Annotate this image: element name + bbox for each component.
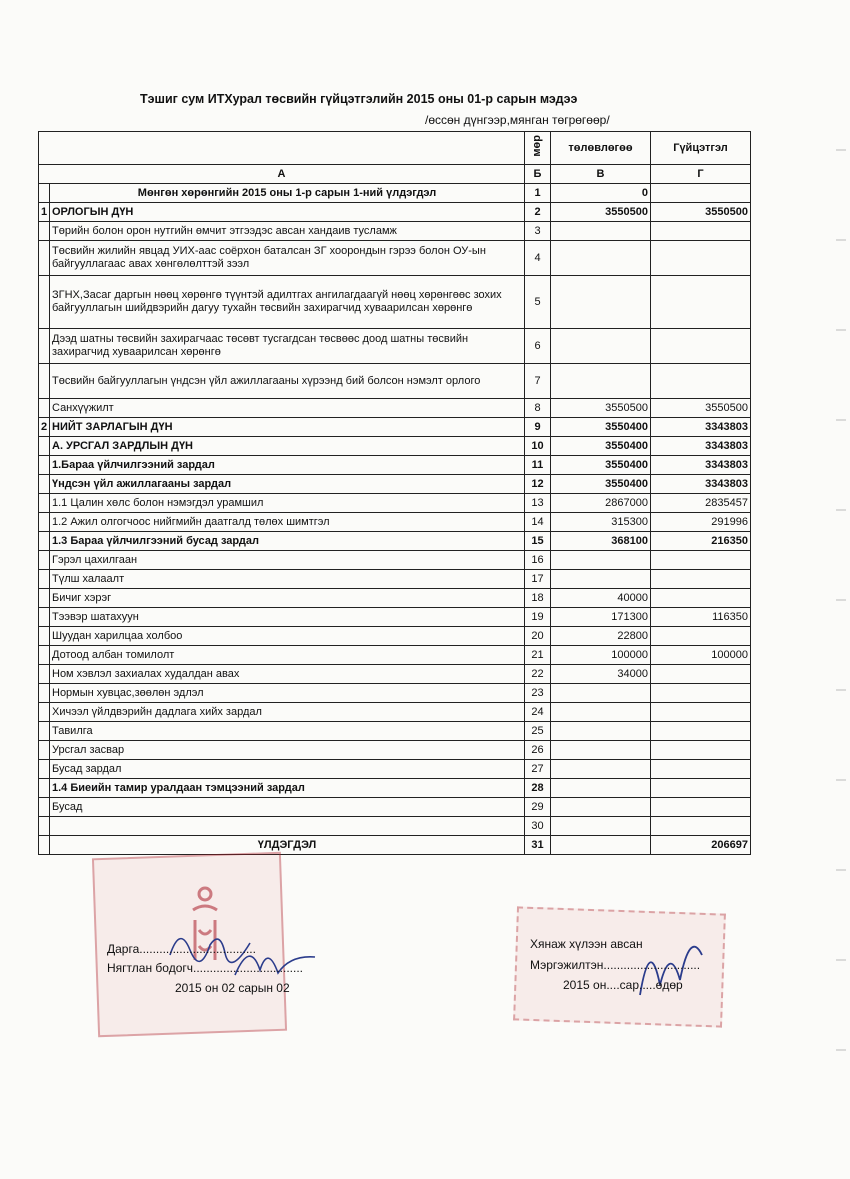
col-letter-v: В — [551, 165, 651, 184]
row-plan-value: 3550400 — [551, 437, 651, 456]
row-actual-value — [651, 779, 751, 798]
row-index: 11 — [525, 456, 551, 475]
row-index: 1 — [525, 184, 551, 203]
row-actual-value: 100000 — [651, 646, 751, 665]
row-label: Санхүүжилт — [50, 399, 525, 418]
row-actual-value: 116350 — [651, 608, 751, 627]
row-number — [39, 836, 50, 855]
table-row — [39, 329, 751, 364]
table-row — [39, 570, 751, 589]
row-label: Төсвийн байгууллагын үндсэн үйл ажиллагааны хүрээнд бий болсон нэмэлт орлого — [50, 364, 525, 399]
row-number — [39, 551, 50, 570]
row-actual-value: 3550500 — [651, 399, 751, 418]
table-row — [39, 589, 751, 608]
row-label: 1.3 Бараа үйлчилгээний бусад зардал — [50, 532, 525, 551]
table-row — [39, 456, 751, 475]
table-row — [39, 364, 751, 399]
row-index: 3 — [525, 222, 551, 241]
table-row — [39, 551, 751, 570]
row-number — [39, 329, 50, 364]
row-actual-value: 3343803 — [651, 456, 751, 475]
row-plan-value: 40000 — [551, 589, 651, 608]
row-label: Нормын хувцас,зөөлөн эдлэл — [50, 684, 525, 703]
row-index: 6 — [525, 329, 551, 364]
row-label: 1.1 Цалин хөлс болон нэмэгдэл урамшил — [50, 494, 525, 513]
table-row — [39, 608, 751, 627]
row-plan-value — [551, 364, 651, 399]
row-number — [39, 437, 50, 456]
row-number — [39, 684, 50, 703]
row-index: 18 — [525, 589, 551, 608]
table-header-row — [39, 132, 751, 165]
row-plan-value — [551, 836, 651, 855]
row-number — [39, 570, 50, 589]
row-label: ҮЛДЭГДЭЛ — [50, 836, 525, 855]
row-number — [39, 627, 50, 646]
row-actual-value: 291996 — [651, 513, 751, 532]
row-index: 26 — [525, 741, 551, 760]
row-actual-value — [651, 798, 751, 817]
row-label: Урсгал засвар — [50, 741, 525, 760]
row-actual-value — [651, 627, 751, 646]
table-row — [39, 741, 751, 760]
row-plan-value — [551, 760, 651, 779]
date-right: 2015 он....сар.....өдөр — [563, 978, 683, 992]
row-index: 4 — [525, 241, 551, 276]
row-label: А. УРСГАЛ ЗАРДЛЫН ДҮН — [50, 437, 525, 456]
table-row — [39, 836, 751, 855]
row-actual-value: 3343803 — [651, 475, 751, 494]
table-row — [39, 760, 751, 779]
row-number — [39, 364, 50, 399]
row-label: Мөнгөн хөрөнгийн 2015 оны 1-р сарын 1-ний үлдэгдэл — [50, 184, 525, 203]
row-plan-value: 3550400 — [551, 456, 651, 475]
budget-table — [38, 131, 751, 855]
row-number — [39, 494, 50, 513]
row-number — [39, 532, 50, 551]
row-plan-value — [551, 817, 651, 836]
header-plan: төлөвлөгөө — [551, 132, 651, 165]
column-letters-row — [39, 165, 751, 184]
row-index: 2 — [525, 203, 551, 222]
table-row — [39, 494, 751, 513]
table-row — [39, 241, 751, 276]
row-number — [39, 276, 50, 329]
table-row — [39, 276, 751, 329]
signature-accountant: Нягтлан бодогч................................. — [107, 961, 304, 975]
table-row — [39, 532, 751, 551]
col-letter-g: Г — [651, 165, 751, 184]
table-row — [39, 203, 751, 222]
report-title: Тэшиг сум ИТХурал төсвийн гүйцэтгэлийн 2015 оны 01-р сарын мэдээ — [140, 92, 578, 106]
row-label: Төрийн болон орон нутгийн өмчит этгээдэс авсан хандаив тусламж — [50, 222, 525, 241]
row-number — [39, 184, 50, 203]
row-index: 15 — [525, 532, 551, 551]
row-index: 24 — [525, 703, 551, 722]
row-label: ОРЛОГЫН ДҮН — [50, 203, 525, 222]
row-label: Тавилга — [50, 722, 525, 741]
row-index: 7 — [525, 364, 551, 399]
row-actual-value — [651, 184, 751, 203]
row-index: 16 — [525, 551, 551, 570]
row-index: 9 — [525, 418, 551, 437]
row-number — [39, 817, 50, 836]
row-plan-value — [551, 329, 651, 364]
row-index: 8 — [525, 399, 551, 418]
row-number — [39, 741, 50, 760]
row-label: Гэрэл цахилгаан — [50, 551, 525, 570]
row-label: ЗГНХ,Засаг даргын нөөц хөрөнгө түүнтэй адилтгах ангилагдаагүй нөөц хөрөнгөөс зохих байгууллагын шийдвэрийн дагуу тухайн төсвийн захирагчид хуваарилсан хөрөнгө — [50, 276, 525, 329]
table-row — [39, 475, 751, 494]
table-row — [39, 513, 751, 532]
header-actual: Гүйцэтгэл — [651, 132, 751, 165]
row-number — [39, 222, 50, 241]
row-index: 25 — [525, 722, 551, 741]
signature-specialist: Мэргэжилтэн............................. — [530, 958, 701, 972]
table-row — [39, 437, 751, 456]
table-row — [39, 722, 751, 741]
row-label — [50, 817, 525, 836]
table-row — [39, 222, 751, 241]
row-index: 20 — [525, 627, 551, 646]
table-row — [39, 399, 751, 418]
row-plan-value: 2867000 — [551, 494, 651, 513]
table-row — [39, 798, 751, 817]
row-index: 31 — [525, 836, 551, 855]
row-actual-value — [651, 551, 751, 570]
row-label: НИЙТ ЗАРЛАГЫН ДҮН — [50, 418, 525, 437]
row-label: Шуудан харилцаа холбоо — [50, 627, 525, 646]
table-row — [39, 646, 751, 665]
row-label: Төсвийн жилийн явцад УИХ-аас соёрхон баталсан ЗГ хоорондын гэрээ болон ОУ-ын байгууллагаас авах хөнгөлөлттэй зээл — [50, 241, 525, 276]
row-number — [39, 779, 50, 798]
row-actual-value — [651, 589, 751, 608]
row-index: 12 — [525, 475, 551, 494]
page-margin-marks — [830, 0, 850, 1179]
row-number — [39, 646, 50, 665]
row-plan-value — [551, 722, 651, 741]
row-index: 14 — [525, 513, 551, 532]
row-index: 28 — [525, 779, 551, 798]
row-number — [39, 241, 50, 276]
row-plan-value: 3550400 — [551, 418, 651, 437]
row-actual-value — [651, 364, 751, 399]
row-plan-value — [551, 276, 651, 329]
row-plan-value — [551, 241, 651, 276]
col-letter-a: А — [39, 165, 525, 184]
row-number: 1 — [39, 203, 50, 222]
row-plan-value: 34000 — [551, 665, 651, 684]
row-label: Дотоод албан томилолт — [50, 646, 525, 665]
row-actual-value: 3343803 — [651, 437, 751, 456]
row-number — [39, 589, 50, 608]
row-plan-value: 171300 — [551, 608, 651, 627]
row-plan-value — [551, 798, 651, 817]
table-row — [39, 703, 751, 722]
row-index: 13 — [525, 494, 551, 513]
row-index: 27 — [525, 760, 551, 779]
row-number — [39, 513, 50, 532]
table-row — [39, 627, 751, 646]
row-plan-value: 315300 — [551, 513, 651, 532]
row-number — [39, 399, 50, 418]
row-label: Үндсэн үйл ажиллагааны зардал — [50, 475, 525, 494]
row-plan-value: 368100 — [551, 532, 651, 551]
row-actual-value — [651, 222, 751, 241]
row-label: Дээд шатны төсвийн захирагчаас төсөвт тусгагдсан төсвөөс доод шатны төсвийн захирагчид хуваарилсан хөрөнгө — [50, 329, 525, 364]
table-body — [39, 184, 751, 855]
row-actual-value — [651, 703, 751, 722]
row-index: 30 — [525, 817, 551, 836]
table-row — [39, 665, 751, 684]
table-row — [39, 817, 751, 836]
signature-head: Дарга................................... — [107, 942, 256, 956]
row-actual-value — [651, 329, 751, 364]
table-row — [39, 184, 751, 203]
row-index: 23 — [525, 684, 551, 703]
row-plan-value: 3550400 — [551, 475, 651, 494]
row-index: 5 — [525, 276, 551, 329]
row-plan-value — [551, 570, 651, 589]
row-number — [39, 475, 50, 494]
row-index: 17 — [525, 570, 551, 589]
row-plan-value: 22800 — [551, 627, 651, 646]
row-number — [39, 456, 50, 475]
row-number — [39, 798, 50, 817]
row-number — [39, 760, 50, 779]
row-number — [39, 665, 50, 684]
row-label: 1.2 Ажил олгогчоос нийгмийн даатгалд төлөх шимтгэл — [50, 513, 525, 532]
table-row — [39, 779, 751, 798]
row-actual-value — [651, 276, 751, 329]
row-actual-value — [651, 570, 751, 589]
row-plan-value — [551, 703, 651, 722]
row-label: Түлш халаалт — [50, 570, 525, 589]
row-label: 1.Бараа үйлчилгээний зардал — [50, 456, 525, 475]
row-number — [39, 703, 50, 722]
row-label: 1.4 Биеийн тамир уралдаан тэмцээний зардал — [50, 779, 525, 798]
row-actual-value: 3343803 — [651, 418, 751, 437]
row-number — [39, 608, 50, 627]
row-plan-value — [551, 222, 651, 241]
row-label: Тээвэр шатахуун — [50, 608, 525, 627]
row-plan-value — [551, 741, 651, 760]
row-actual-value: 2835457 — [651, 494, 751, 513]
row-plan-value: 0 — [551, 184, 651, 203]
table-row — [39, 418, 751, 437]
date-left: 2015 он 02 сарын 02 — [175, 981, 290, 995]
row-actual-value — [651, 741, 751, 760]
row-number: 2 — [39, 418, 50, 437]
row-actual-value: 216350 — [651, 532, 751, 551]
units-note: /өссөн дүнгээр,мянган төгрөгөөр/ — [425, 113, 610, 127]
row-plan-value — [551, 551, 651, 570]
row-index: 19 — [525, 608, 551, 627]
reviewed-label: Хянаж хүлээн авсан — [530, 937, 643, 951]
row-actual-value: 206697 — [651, 836, 751, 855]
row-actual-value — [651, 241, 751, 276]
row-plan-value: 3550500 — [551, 399, 651, 418]
row-actual-value — [651, 665, 751, 684]
row-label: Ном хэвлэл захиалах худалдан авах — [50, 665, 525, 684]
row-index: 29 — [525, 798, 551, 817]
row-actual-value — [651, 817, 751, 836]
row-label: Бичиг хэрэг — [50, 589, 525, 608]
row-label: Бусад зардал — [50, 760, 525, 779]
row-index: 22 — [525, 665, 551, 684]
row-label: Хичээл үйлдвэрийн дадлага хийх зардал — [50, 703, 525, 722]
row-number — [39, 722, 50, 741]
row-index: 10 — [525, 437, 551, 456]
row-plan-value: 100000 — [551, 646, 651, 665]
header-mor: мөр — [531, 135, 543, 157]
row-label: Бусад — [50, 798, 525, 817]
row-actual-value — [651, 684, 751, 703]
row-index: 21 — [525, 646, 551, 665]
row-plan-value — [551, 684, 651, 703]
row-actual-value: 3550500 — [651, 203, 751, 222]
col-letter-b: Б — [525, 165, 551, 184]
row-plan-value: 3550500 — [551, 203, 651, 222]
row-actual-value — [651, 722, 751, 741]
row-plan-value — [551, 779, 651, 798]
table-row — [39, 684, 751, 703]
row-actual-value — [651, 760, 751, 779]
